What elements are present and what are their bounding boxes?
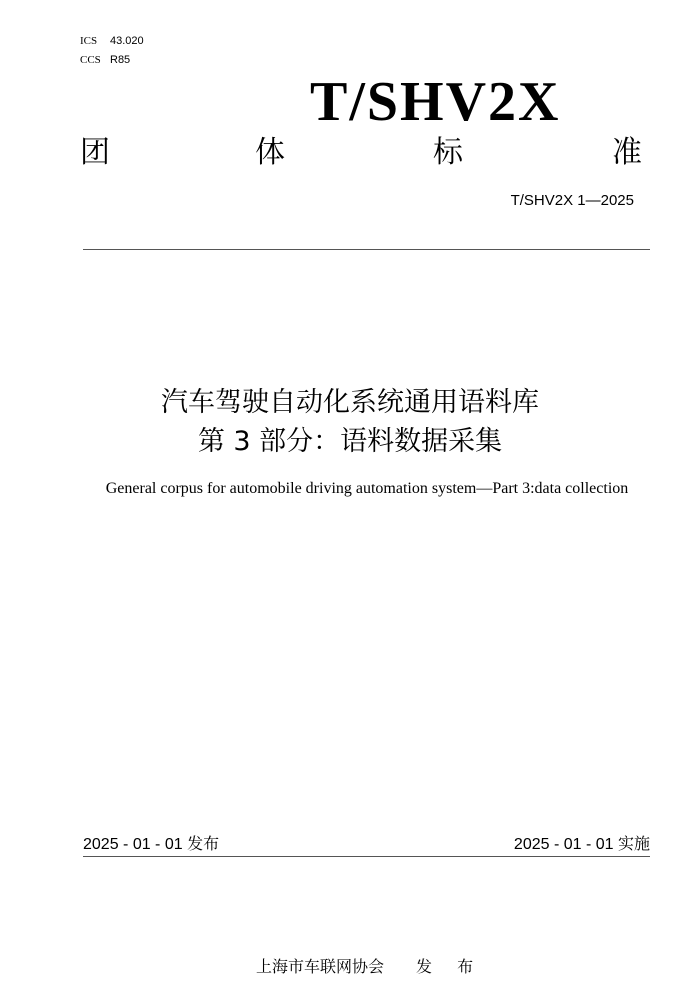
ccs-code	[80, 53, 130, 67]
standard-type-heading	[0, 135, 700, 175]
ccs-label: CCS	[80, 54, 101, 66]
bottom-divider	[83, 856, 650, 857]
implementation-date: 2025 - 01 - 01 实施	[513, 836, 650, 853]
ics-value: 43.020	[110, 35, 144, 47]
standard-type-char-2: 体	[255, 135, 285, 170]
ics-code	[80, 34, 144, 48]
publish-action: 发 布	[416, 957, 484, 976]
standard-type-char-1: 团	[80, 135, 110, 170]
standard-number: T/SHV2X 1—2025	[510, 192, 634, 209]
publisher-line	[256, 957, 483, 977]
title-line-1: 汽车驾驶自动化系统通用语料库	[161, 387, 539, 418]
english-title: General corpus for automobile driving automation system—Part 3:data collection	[105, 480, 629, 497]
ics-label: ICS	[80, 35, 98, 47]
release-date: 2025 - 01 - 01 发布	[83, 836, 220, 853]
ccs-value: R85	[110, 54, 131, 66]
standard-type-char-3: 标	[433, 135, 463, 170]
standard-logo: T/SHV2X	[310, 71, 561, 133]
standard-type-char-4: 准	[612, 135, 642, 170]
top-divider	[83, 249, 650, 250]
title-line-2: 第 3 部分：语料数据采集	[197, 426, 503, 457]
publisher-name: 上海市车联网协会	[256, 957, 385, 976]
